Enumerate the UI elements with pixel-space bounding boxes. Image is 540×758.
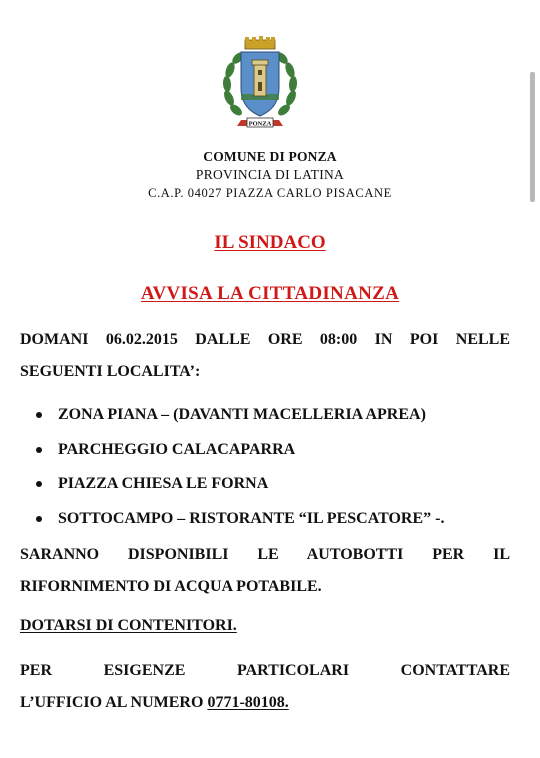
list-item	[36, 467, 444, 502]
location-label: PIAZZA CHIESA LE FORNA	[58, 475, 269, 492]
list-item	[36, 433, 444, 468]
locations-list	[36, 398, 444, 536]
emblem-label: PONZA	[248, 120, 272, 128]
bullet-icon	[36, 412, 42, 418]
contact-paragraph	[20, 655, 510, 719]
intro-line-1: DOMANI 06.02.2015 DALLE ORE 08:00 IN POI NELLE	[20, 331, 510, 348]
instruction-text: DOTARSI DI CONTENITORI.	[20, 617, 237, 634]
list-item	[36, 502, 444, 537]
intro-line-2: SEGUENTI LOCALITA’:	[20, 363, 201, 380]
availability-paragraph	[20, 539, 510, 603]
availability-line-2: RIFORNIMENTO DI ACQUA POTABILE.	[20, 578, 322, 595]
provincia-name: PROVINCIA DI LATINA	[195, 167, 345, 182]
bullet-icon	[36, 516, 42, 522]
location-label: SOTTOCAMPO – RISTORANTE “IL PESCATORE” -.	[58, 509, 445, 527]
list-item	[36, 398, 444, 433]
phone-number[interactable]: 0771-80108.	[207, 694, 289, 711]
bullet-icon	[36, 481, 42, 487]
contact-line-1: PER ESIGENZE PARTICOLARI CONTATTARE	[20, 662, 510, 679]
notice-title: IL SINDACO	[214, 232, 326, 253]
comune-emblem	[219, 36, 301, 132]
availability-line-1: SARANNO DISPONIBILI LE AUTOBOTTI PER IL	[20, 546, 510, 563]
address-line: C.A.P. 04027 PIAZZA CARLO PISACANE	[148, 186, 392, 200]
contact-line-2	[20, 687, 510, 719]
bullet-icon	[36, 447, 42, 453]
location-label: ZONA PIANA – (DAVANTI MACELLERIA APREA)	[58, 406, 426, 423]
location-label: PARCHEGGIO CALACAPARRA	[58, 440, 296, 458]
intro-paragraph	[20, 324, 510, 388]
comune-name: COMUNE DI PONZA	[203, 149, 337, 164]
notice-subtitle: AVVISA LA CITTADINANZA	[140, 283, 400, 304]
contact-prefix: L’UFFICIO AL NUMERO	[20, 694, 208, 711]
